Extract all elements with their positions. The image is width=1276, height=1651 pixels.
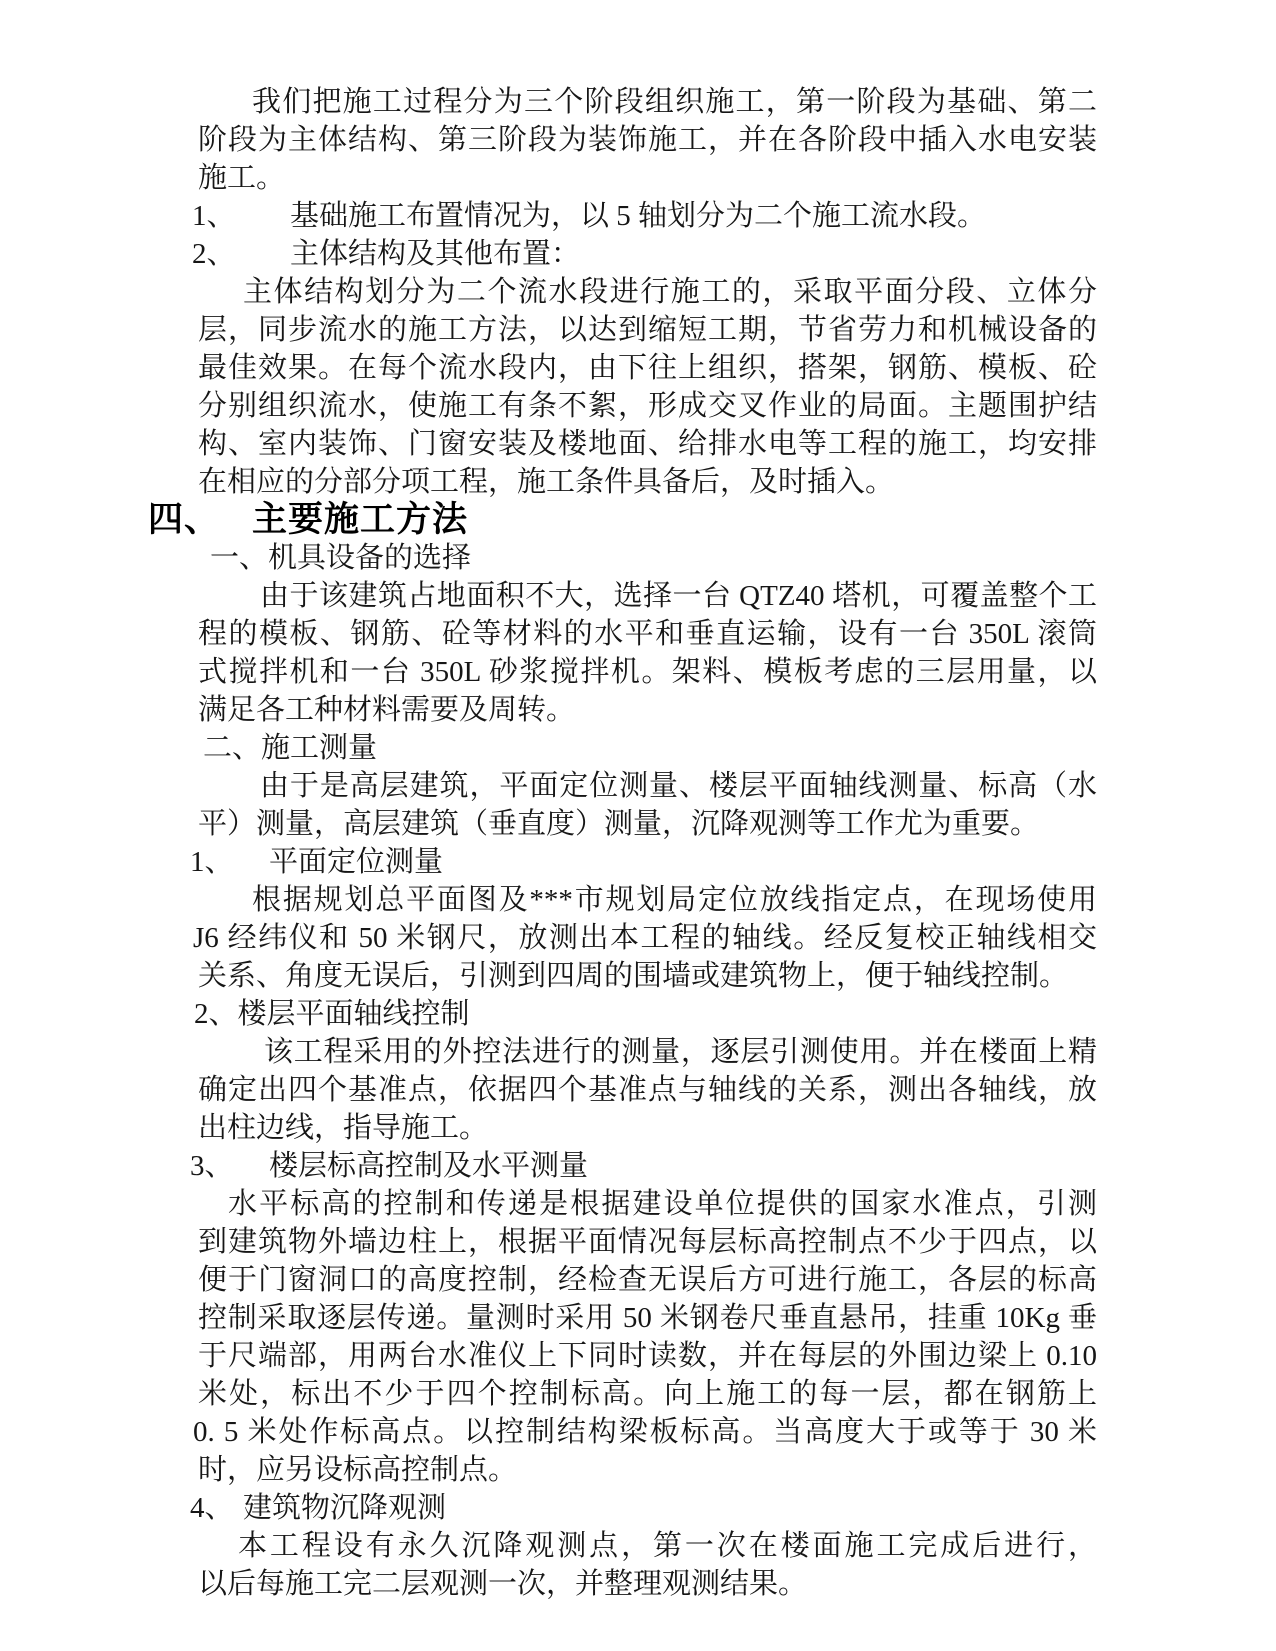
text-line bbox=[198, 691, 1097, 729]
line-text: 由于该建筑占地面积不大，选择一台 QTZ40 塔机，可覆盖整个工 bbox=[260, 580, 1097, 612]
list-item bbox=[192, 235, 1097, 273]
text-line bbox=[198, 121, 1097, 159]
text-line bbox=[198, 349, 1097, 387]
line-text: 平面定位测量 bbox=[269, 846, 444, 878]
line-text: 平）测量，高层建筑（垂直度）测量，沉降观测等工作尤为重要。 bbox=[198, 808, 1040, 840]
text-line bbox=[198, 463, 1097, 501]
text-line bbox=[193, 919, 1097, 957]
line-text: 阶段为主体结构、第三阶段为装饰施工，并在各阶段中插入水电安装 bbox=[198, 124, 1097, 156]
line-text: J6 经纬仪和 50 米钢尺，放测出本工程的轴线。经反复校正轴线相交 bbox=[193, 922, 1097, 954]
line-text: 时，应另设标高控制点。 bbox=[198, 1454, 518, 1486]
line-text: 基础施工布置情况为，以 5 轴划分为二个施工流水段。 bbox=[290, 200, 987, 232]
line-text: 构、室内装饰、门窗安装及楼地面、给排水电等工程的施工，均安排 bbox=[198, 428, 1097, 460]
line-text: 最佳效果。在每个流水段内，由下往上组织，搭架，钢筋、模板、砼 bbox=[198, 352, 1097, 384]
list-number: 3、 bbox=[190, 1150, 234, 1182]
text-line bbox=[198, 1261, 1097, 1299]
line-text: 一、机具设备的选择 bbox=[210, 542, 472, 574]
line-text: 层，同步流水的施工方法，以达到缩短工期，节省劳力和机械设备的 bbox=[198, 314, 1097, 346]
document-body bbox=[148, 83, 1097, 1603]
list-item bbox=[190, 1489, 1097, 1527]
line-text: 到建筑物外墙边柱上，根据平面情况每层标高控制点不少于四点，以 bbox=[198, 1226, 1097, 1258]
list-number: 1、 bbox=[192, 200, 236, 232]
text-line bbox=[198, 767, 1097, 805]
line-text: 由于是高层建筑，平面定位测量、楼层平面轴线测量、标高（水 bbox=[260, 770, 1097, 802]
list-number: 2、 bbox=[192, 238, 236, 270]
list-item bbox=[192, 197, 1097, 235]
text-line bbox=[198, 425, 1097, 463]
text-line bbox=[198, 159, 1097, 197]
text-line bbox=[198, 729, 1097, 767]
heading-title: 主要施工方法 bbox=[252, 500, 469, 539]
list-item bbox=[190, 1147, 1097, 1185]
text-line bbox=[198, 83, 1097, 121]
line-text: 本工程设有永久沉降观测点，第一次在楼面施工完成后进行， bbox=[238, 1530, 1097, 1562]
line-text: 建筑物沉降观测 bbox=[243, 1492, 447, 1524]
text-line bbox=[198, 1375, 1097, 1413]
text-line bbox=[194, 995, 1097, 1033]
section-heading bbox=[148, 500, 1097, 539]
line-text: 确定出四个基准点，依据四个基准点与轴线的关系，测出各轴线，放 bbox=[198, 1074, 1097, 1106]
list-item bbox=[190, 843, 1097, 881]
text-line bbox=[198, 1527, 1097, 1565]
line-text: 在相应的分部分项工程，施工条件具备后，及时插入。 bbox=[198, 466, 895, 498]
text-line bbox=[198, 615, 1097, 653]
list-number: 4、 bbox=[190, 1492, 234, 1524]
text-line bbox=[198, 1451, 1097, 1489]
text-line bbox=[198, 577, 1097, 615]
text-line bbox=[198, 1185, 1097, 1223]
text-line bbox=[198, 273, 1097, 311]
line-text: 关系、角度无误后，引测到四周的围墙或建筑物上，便于轴线控制。 bbox=[198, 960, 1069, 992]
line-text: 2、楼层平面轴线控制 bbox=[194, 998, 470, 1030]
text-line bbox=[198, 1565, 1097, 1603]
text-line bbox=[198, 539, 1097, 577]
line-text: 满足各工种材料需要及周转。 bbox=[198, 694, 576, 726]
line-text: 施工。 bbox=[198, 162, 286, 194]
text-line bbox=[198, 1299, 1097, 1337]
text-line bbox=[198, 957, 1097, 995]
line-text: 根据规划总平面图及***市规划局定位放线指定点，在现场使用 bbox=[252, 884, 1097, 916]
line-text: 主体结构及其他布置： bbox=[290, 238, 581, 270]
line-text: 水平标高的控制和传递是根据建设单位提供的国家水准点，引测 bbox=[228, 1188, 1097, 1220]
line-text: 程的模板、钢筋、砼等材料的水平和垂直运输，设有一台 350L 滚筒 bbox=[198, 618, 1097, 650]
line-text: 出柱边线，指导施工。 bbox=[198, 1112, 489, 1144]
line-text: 以后每施工完二层观测一次，并整理观测结果。 bbox=[198, 1568, 808, 1600]
line-text: 该工程采用的外控法进行的测量，逐层引测使用。并在楼面上精 bbox=[264, 1036, 1097, 1068]
line-text: 于尺端部，用两台水准仪上下同时读数，并在每层的外围边梁上 0.10 bbox=[198, 1340, 1097, 1372]
text-line bbox=[198, 1223, 1097, 1261]
line-text: 控制采取逐层传递。量测时采用 50 米钢卷尺垂直悬吊，挂重 10Kg 垂 bbox=[198, 1302, 1097, 1334]
line-text: 楼层标高控制及水平测量 bbox=[269, 1150, 589, 1182]
line-text: 式搅拌机和一台 350L 砂浆搅拌机。架料、模板考虑的三层用量，以 bbox=[198, 656, 1097, 688]
line-text: 二、施工测量 bbox=[203, 732, 378, 764]
text-line bbox=[198, 387, 1097, 425]
text-line bbox=[198, 805, 1097, 843]
text-line bbox=[198, 1109, 1097, 1147]
line-text: 主体结构划分为二个流水段进行施工的，采取平面分段、立体分 bbox=[243, 276, 1097, 308]
text-line bbox=[193, 1413, 1097, 1451]
heading-number: 四、 bbox=[148, 500, 221, 539]
text-line bbox=[198, 1033, 1097, 1071]
text-line bbox=[198, 653, 1097, 691]
line-text: 0. 5 米处作标高点。以控制结构梁板标高。当高度大于或等于 30 米 bbox=[193, 1416, 1097, 1448]
text-line bbox=[198, 1337, 1097, 1375]
list-number: 1、 bbox=[190, 846, 234, 878]
line-text: 便于门窗洞口的高度控制，经检查无误后方可进行施工，各层的标高 bbox=[198, 1264, 1097, 1296]
line-text: 我们把施工过程分为三个阶段组织施工，第一阶段为基础、第二 bbox=[252, 86, 1097, 118]
text-line bbox=[198, 1071, 1097, 1109]
line-text: 米处，标出不少于四个控制标高。向上施工的每一层，都在钢筋上 bbox=[198, 1378, 1097, 1410]
text-line bbox=[198, 311, 1097, 349]
line-text: 分别组织流水，使施工有条不絮，形成交叉作业的局面。主题围护结 bbox=[198, 390, 1097, 422]
text-line bbox=[198, 881, 1097, 919]
